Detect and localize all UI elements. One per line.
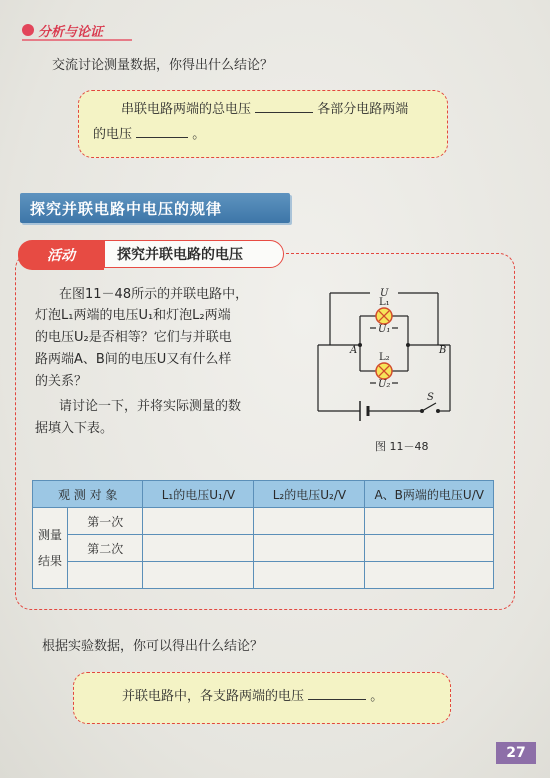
analysis-end: 。 xyxy=(192,127,206,142)
conclusion-line xyxy=(122,686,383,708)
table-row xyxy=(33,562,494,589)
conclusion-blank[interactable] xyxy=(308,686,366,700)
lamp-l2 xyxy=(376,363,392,379)
activity-text-line-5: 的关系？ xyxy=(35,374,88,389)
table-header: 观 测 对 象 xyxy=(33,481,143,508)
page-number: 27 xyxy=(496,742,536,764)
analysis-text-1: 串联电路两端的总电压 xyxy=(121,102,252,117)
table-cell[interactable] xyxy=(143,508,254,535)
row-label: 第一次 xyxy=(68,508,143,535)
table-cell[interactable] xyxy=(365,562,494,589)
switch-contact-left xyxy=(420,409,424,413)
activity-instruction-line-2: 据填入下表。 xyxy=(35,421,114,436)
conclusion-text: 并联电路中，各支路两端的电压 xyxy=(122,689,305,704)
table-cell[interactable] xyxy=(254,508,365,535)
analysis-question: 交流讨论测量数据，你得出什么结论？ xyxy=(52,58,274,73)
table-header-row xyxy=(33,481,494,508)
table-cell[interactable] xyxy=(254,535,365,562)
table-cell[interactable] xyxy=(365,535,494,562)
analysis-answer-box xyxy=(78,90,448,158)
row-label xyxy=(68,562,143,589)
answer-blank-1[interactable] xyxy=(255,99,313,113)
analysis-line-2 xyxy=(93,124,205,146)
table-header: A、B两端的电压U/V xyxy=(365,481,494,508)
section-heading-text: 探究并联电路中电压的规律 xyxy=(30,199,223,218)
junction-a xyxy=(358,343,362,347)
label-u: U xyxy=(380,288,389,299)
junction-b xyxy=(406,343,410,347)
section-label: 分析与论证 xyxy=(38,24,104,40)
analysis-text-3: 的电压 xyxy=(93,127,133,142)
section-heading xyxy=(20,193,290,223)
lamp-l1 xyxy=(376,308,392,324)
label-s: S xyxy=(427,392,434,403)
activity-instruction-line-1: 请讨论一下，并将实际测量的数 xyxy=(59,399,242,414)
activity-title-text: 探究并联电路的电压 xyxy=(117,247,243,263)
section-underline xyxy=(22,39,132,41)
measurement-table xyxy=(32,480,494,589)
table-header: L₂的电压U₂/V xyxy=(254,481,365,508)
circuit-diagram xyxy=(310,283,460,433)
bullet-dot-icon xyxy=(22,24,34,36)
switch-lever xyxy=(422,403,436,411)
row-label: 第二次 xyxy=(68,535,143,562)
label-u2: U₂ xyxy=(378,379,391,390)
label-a: A xyxy=(350,345,358,356)
activity-title xyxy=(104,240,284,268)
label-l2: L₂ xyxy=(379,352,390,363)
table-cell[interactable] xyxy=(365,508,494,535)
activity-tag xyxy=(18,240,104,270)
group-label-1: 测量 xyxy=(37,528,62,542)
group-label-cell xyxy=(33,508,68,589)
label-b: B xyxy=(439,345,447,356)
activity-text-line-1: 在图11－48所示的并联电路中， xyxy=(59,287,249,302)
table-header: L₁的电压U₁/V xyxy=(143,481,254,508)
conclusion-question: 根据实验数据，你可以得出什么结论？ xyxy=(42,639,264,654)
label-u1: U₁ xyxy=(378,324,391,335)
activity-tag-label: 活动 xyxy=(47,248,75,264)
conclusion-answer-box xyxy=(73,672,451,724)
table-row xyxy=(33,535,494,562)
figure-caption: 图 11－48 xyxy=(375,440,429,453)
table-row xyxy=(33,508,494,535)
table-cell[interactable] xyxy=(254,562,365,589)
table-cell[interactable] xyxy=(143,535,254,562)
activity-text-line-2: 灯泡L₁两端的电压U₁和灯泡L₂两端 xyxy=(35,308,231,323)
activity-text-line-4: 路两端A、B间的电压U又有什么样 xyxy=(35,352,232,367)
label-l1: L₁ xyxy=(379,297,390,308)
analysis-line-1 xyxy=(121,99,408,121)
switch-contact-right xyxy=(436,409,440,413)
analysis-text-2: 各部分电路两端 xyxy=(317,102,409,117)
table-cell[interactable] xyxy=(143,562,254,589)
activity-text-line-3: 的电压U₂是否相等？它们与并联电 xyxy=(35,330,232,345)
section-tag xyxy=(22,20,152,40)
conclusion-end: 。 xyxy=(370,689,384,704)
answer-blank-2[interactable] xyxy=(136,124,188,138)
group-label-2: 结果 xyxy=(37,554,62,568)
